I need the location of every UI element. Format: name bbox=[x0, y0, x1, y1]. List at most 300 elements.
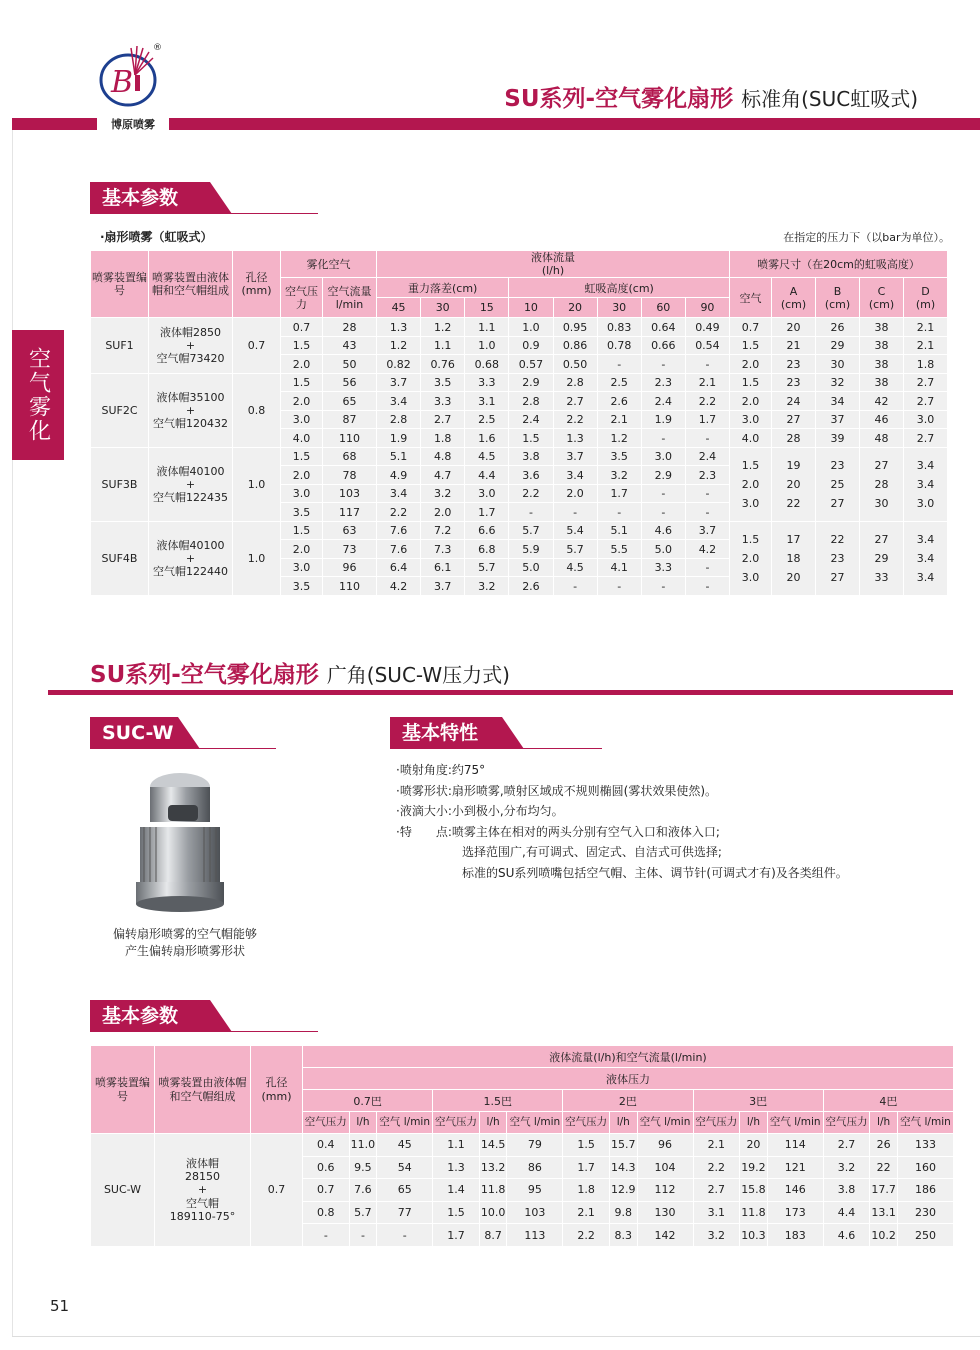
value-cell: 3.4 bbox=[553, 466, 597, 485]
value-cell: 3.4 bbox=[377, 392, 421, 411]
dim-cell: 3.0 bbox=[904, 410, 948, 429]
features-title: 基本特性 bbox=[390, 717, 502, 749]
value-cell: 4.7 bbox=[421, 466, 465, 485]
col-gravity-45: 45 bbox=[377, 298, 421, 318]
dim-value: 27 bbox=[830, 496, 845, 510]
value-cell: 3.1 bbox=[693, 1201, 740, 1224]
value-cell: 1.2 bbox=[377, 336, 421, 355]
value-cell: 3.6 bbox=[509, 466, 553, 485]
sub-header: 空气压力 bbox=[823, 1112, 870, 1134]
col-nozzle: 喷雾装置编号 bbox=[91, 1046, 155, 1134]
value-cell: 250 bbox=[897, 1224, 953, 1247]
value-cell: 2.2 bbox=[685, 392, 729, 411]
value-cell: 133 bbox=[897, 1134, 953, 1157]
value-cell: - bbox=[349, 1224, 377, 1247]
assembly-line: 空气帽73420 bbox=[156, 352, 225, 366]
col-assembly: 喷雾装置由液体帽和空气帽组成 bbox=[155, 1046, 251, 1134]
value-cell: 5.0 bbox=[641, 540, 685, 559]
value-cell: 230 bbox=[897, 1201, 953, 1224]
caption-line: 偏转扇形喷雾的空气帽能够 bbox=[112, 927, 257, 941]
col-gravity: 重力落差(cm) bbox=[377, 278, 509, 298]
value-cell: - bbox=[641, 429, 685, 448]
value-cell: 20 bbox=[740, 1134, 768, 1157]
value-cell: 103 bbox=[507, 1201, 563, 1224]
feature-item: ·喷雾形状:扇形喷雾,喷射区域成不规则椭圆(雾状效果使然)。 bbox=[396, 783, 718, 798]
value-cell: 1.2 bbox=[421, 318, 465, 337]
value-cell: 4.8 bbox=[421, 447, 465, 466]
section1-rule bbox=[90, 213, 318, 214]
value-cell: 3.2 bbox=[597, 466, 641, 485]
value-cell: - bbox=[377, 1224, 433, 1247]
dim-value: 27 bbox=[830, 570, 845, 584]
page-number: 51 bbox=[50, 1297, 70, 1315]
value-cell: 2.3 bbox=[685, 466, 729, 485]
value-cell: 3.2 bbox=[465, 577, 509, 596]
value-cell: 6.8 bbox=[465, 540, 509, 559]
dim-cell: 27 bbox=[772, 410, 816, 429]
value-cell: 1.9 bbox=[377, 429, 421, 448]
value-cell: 2.4 bbox=[685, 447, 729, 466]
value-cell: 0.54 bbox=[685, 336, 729, 355]
col-dim-b bbox=[816, 278, 860, 318]
sub-header: 空气压力 bbox=[563, 1112, 610, 1134]
value-cell: 5.4 bbox=[553, 521, 597, 540]
table-row bbox=[91, 318, 948, 337]
assembly-line: 液体帽2850 bbox=[160, 325, 221, 339]
value-cell: 22 bbox=[870, 1156, 898, 1179]
liquid-flow-label: 液体流量 bbox=[531, 251, 575, 264]
value-cell: 9.8 bbox=[609, 1201, 637, 1224]
nozzle-id: SUC-W bbox=[91, 1134, 155, 1247]
value-cell: - bbox=[553, 577, 597, 596]
col-gravity-30: 30 bbox=[421, 298, 465, 318]
sub-header: 空气 l/min bbox=[507, 1112, 563, 1134]
brand-name: 博原喷雾 bbox=[97, 117, 169, 132]
sub-header: l/h bbox=[870, 1112, 898, 1134]
value-cell: 4.0 bbox=[281, 429, 323, 448]
col-dim-air: 空气 bbox=[730, 278, 772, 318]
title-main: SU系列-空气雾化扇形 bbox=[504, 86, 734, 112]
features-list bbox=[396, 760, 848, 883]
value-cell: 1.1 bbox=[465, 318, 509, 337]
table-row bbox=[91, 1134, 954, 1157]
value-cell: 5.1 bbox=[597, 521, 641, 540]
orifice-cell: 1.0 bbox=[233, 521, 281, 595]
section1-title: 基本参数 bbox=[90, 182, 210, 214]
sub-header: 空气 l/min bbox=[377, 1112, 433, 1134]
pressure-header: 3巴 bbox=[693, 1090, 823, 1112]
value-cell: 2.0 bbox=[281, 540, 323, 559]
dim-cell: 3.0 bbox=[730, 410, 772, 429]
dim-cell: 38 bbox=[860, 318, 904, 337]
value-cell: 10.3 bbox=[740, 1224, 768, 1247]
dim-cell: 2.0 bbox=[730, 392, 772, 411]
page-bottom-rule bbox=[12, 1336, 980, 1337]
dim-a-label: A bbox=[789, 284, 798, 298]
value-cell: 2.7 bbox=[823, 1134, 870, 1157]
feature-item: 选择范围广,有可调式、固定式、自洁式可供选择; bbox=[462, 845, 722, 859]
value-cell: 103 bbox=[323, 484, 377, 503]
dim-value: 20 bbox=[786, 570, 801, 584]
value-cell: 2.3 bbox=[641, 373, 685, 392]
value-cell: 2.4 bbox=[641, 392, 685, 411]
value-cell: 186 bbox=[897, 1179, 953, 1202]
dim-cell: 2.7 bbox=[904, 373, 948, 392]
value-cell: 1.5 bbox=[563, 1134, 610, 1157]
col-siphon-10: 10 bbox=[509, 298, 553, 318]
value-cell: 113 bbox=[507, 1224, 563, 1247]
value-cell: 112 bbox=[637, 1179, 693, 1202]
value-cell: 13.2 bbox=[479, 1156, 507, 1179]
value-cell: 2.7 bbox=[421, 410, 465, 429]
spray-params-table bbox=[90, 250, 948, 596]
value-cell: 7.2 bbox=[421, 521, 465, 540]
value-cell: 2.4 bbox=[509, 410, 553, 429]
value-cell: 3.2 bbox=[823, 1156, 870, 1179]
value-cell: 5.7 bbox=[509, 521, 553, 540]
value-cell: 2.2 bbox=[563, 1224, 610, 1247]
value-cell: 4.4 bbox=[465, 466, 509, 485]
value-cell: - bbox=[597, 577, 641, 596]
value-cell: 96 bbox=[323, 558, 377, 577]
value-cell: 73 bbox=[323, 540, 377, 559]
value-cell: 2.1 bbox=[693, 1134, 740, 1157]
value-cell: 0.95 bbox=[553, 318, 597, 337]
value-cell: 12.9 bbox=[609, 1179, 637, 1202]
value-cell: 183 bbox=[767, 1224, 823, 1247]
value-cell: 28 bbox=[323, 318, 377, 337]
value-cell: 160 bbox=[897, 1156, 953, 1179]
value-cell: 3.7 bbox=[421, 577, 465, 596]
dim-cell: 29 bbox=[816, 336, 860, 355]
value-cell: 3.0 bbox=[281, 484, 323, 503]
value-cell: 0.57 bbox=[509, 355, 553, 374]
value-cell: 5.7 bbox=[349, 1201, 377, 1224]
value-cell: 4.6 bbox=[641, 521, 685, 540]
value-cell: 4.5 bbox=[553, 558, 597, 577]
value-cell: 2.0 bbox=[281, 355, 323, 374]
dim-value: 23 bbox=[830, 551, 845, 565]
value-cell: 4.1 bbox=[597, 558, 641, 577]
value-cell: 4.6 bbox=[823, 1224, 870, 1247]
value-cell: 3.5 bbox=[281, 503, 323, 522]
assembly-line: 液体帽40100 bbox=[156, 538, 225, 552]
pressure-header: 4巴 bbox=[823, 1090, 953, 1112]
orifice-cell: 0.7 bbox=[251, 1134, 303, 1247]
value-cell: 5.1 bbox=[377, 447, 421, 466]
value-cell: - bbox=[685, 484, 729, 503]
svg-text:B: B bbox=[111, 65, 134, 100]
nozzle-product-image bbox=[130, 765, 230, 915]
value-cell: 6.4 bbox=[377, 558, 421, 577]
value-cell: 1.0 bbox=[509, 318, 553, 337]
dim-d-unit: (m) bbox=[915, 297, 936, 311]
value-cell: 3.8 bbox=[509, 447, 553, 466]
value-cell: 5.5 bbox=[597, 540, 641, 559]
value-cell: 11.0 bbox=[349, 1134, 377, 1157]
value-cell: 1.5 bbox=[433, 1201, 480, 1224]
dim-cell: 1.8 bbox=[904, 355, 948, 374]
dim-cell: 1.5 bbox=[730, 373, 772, 392]
spray-params-body bbox=[91, 318, 948, 596]
sub-header: 空气压力 bbox=[433, 1112, 480, 1134]
value-cell: 0.7 bbox=[281, 318, 323, 337]
col-siphon-30: 30 bbox=[597, 298, 641, 318]
value-cell: 2.0 bbox=[281, 466, 323, 485]
dim-cell bbox=[772, 447, 816, 521]
dim-cell bbox=[816, 521, 860, 595]
product-label: SUC-W bbox=[90, 717, 178, 749]
dim-value: 17 bbox=[786, 532, 801, 546]
value-cell: 5.7 bbox=[465, 558, 509, 577]
col-orifice: 孔径(mm) bbox=[251, 1046, 303, 1134]
table-row bbox=[91, 447, 948, 466]
sub-header: 空气 l/min bbox=[897, 1112, 953, 1134]
value-cell: 1.5 bbox=[509, 429, 553, 448]
value-cell: 3.0 bbox=[281, 558, 323, 577]
dim-cell: 37 bbox=[816, 410, 860, 429]
page-title bbox=[504, 80, 918, 113]
value-cell: 3.4 bbox=[377, 484, 421, 503]
value-cell: 2.2 bbox=[509, 484, 553, 503]
value-cell: 68 bbox=[323, 447, 377, 466]
dim-cell: 23 bbox=[772, 373, 816, 392]
value-cell: 3.8 bbox=[823, 1179, 870, 1202]
value-cell: 10.0 bbox=[479, 1201, 507, 1224]
value-cell: 9.5 bbox=[349, 1156, 377, 1179]
value-cell: 3.3 bbox=[465, 373, 509, 392]
value-cell: 0.66 bbox=[641, 336, 685, 355]
sub-header: 空气压力 bbox=[303, 1112, 350, 1134]
value-cell: 2.1 bbox=[597, 410, 641, 429]
value-cell: 0.83 bbox=[597, 318, 641, 337]
value-cell: 2.6 bbox=[509, 577, 553, 596]
dim-cell: 2.1 bbox=[904, 336, 948, 355]
value-cell: 5.0 bbox=[509, 558, 553, 577]
value-cell: 8.7 bbox=[479, 1224, 507, 1247]
value-cell: 4.2 bbox=[377, 577, 421, 596]
value-cell: 78 bbox=[323, 466, 377, 485]
value-cell: 130 bbox=[637, 1201, 693, 1224]
sucw-params-body bbox=[91, 1134, 954, 1247]
value-cell: - bbox=[597, 355, 641, 374]
value-cell: 1.3 bbox=[553, 429, 597, 448]
wide-title-sub: 广角(SUC-W压力式) bbox=[326, 663, 510, 687]
dim-value: 3.0 bbox=[741, 570, 760, 584]
value-cell: 114 bbox=[767, 1134, 823, 1157]
product-label-rule bbox=[90, 748, 276, 749]
dim-value: 3.0 bbox=[916, 496, 935, 510]
dim-cell: 2.0 bbox=[730, 355, 772, 374]
dim-a-unit: (cm) bbox=[780, 297, 807, 311]
assembly-line: 28150 bbox=[185, 1170, 220, 1184]
value-cell: 1.7 bbox=[465, 503, 509, 522]
dim-cell bbox=[816, 447, 860, 521]
value-cell: 56 bbox=[323, 373, 377, 392]
value-cell: 1.5 bbox=[281, 373, 323, 392]
value-cell: 43 bbox=[323, 336, 377, 355]
value-cell: - bbox=[553, 503, 597, 522]
value-cell: 1.1 bbox=[433, 1134, 480, 1157]
feature-item: ·液滴大小:小到极小,分布均匀。 bbox=[396, 804, 564, 818]
assembly-line: + bbox=[185, 403, 196, 417]
orifice-cell: 0.8 bbox=[233, 373, 281, 447]
assembly-cell bbox=[155, 1134, 251, 1247]
value-cell: 2.5 bbox=[597, 373, 641, 392]
value-cell: - bbox=[641, 484, 685, 503]
value-cell: 121 bbox=[767, 1156, 823, 1179]
assembly-cell bbox=[149, 521, 233, 595]
dim-cell: 2.7 bbox=[904, 392, 948, 411]
value-cell: 0.50 bbox=[553, 355, 597, 374]
dim-cell: 23 bbox=[772, 355, 816, 374]
col-dim-a bbox=[772, 278, 816, 318]
nozzle-id: SUF2C bbox=[91, 373, 149, 447]
value-cell: 0.49 bbox=[685, 318, 729, 337]
col-assembly: 喷雾装置由液体帽和空气帽组成 bbox=[149, 251, 233, 318]
value-cell: 3.3 bbox=[421, 392, 465, 411]
liquid-flow-unit: (l/h) bbox=[541, 264, 565, 278]
value-cell: 2.8 bbox=[509, 392, 553, 411]
value-cell: 1.0 bbox=[465, 336, 509, 355]
assembly-cell bbox=[149, 447, 233, 521]
dim-cell: 32 bbox=[816, 373, 860, 392]
value-cell: 2.2 bbox=[693, 1156, 740, 1179]
sub-header: l/h bbox=[479, 1112, 507, 1134]
value-cell: 110 bbox=[323, 577, 377, 596]
dim-value: 3.4 bbox=[916, 570, 935, 584]
value-cell: 45 bbox=[377, 1134, 433, 1157]
assembly-line: 液体帽40100 bbox=[156, 464, 225, 478]
dim-d-label: D bbox=[921, 284, 930, 298]
dim-cell: 48 bbox=[860, 429, 904, 448]
assembly-line: 189110-75° bbox=[169, 1209, 236, 1223]
dim-b-label: B bbox=[833, 284, 842, 298]
value-cell: 3.3 bbox=[641, 558, 685, 577]
assembly-line: 空气帽 bbox=[186, 1196, 219, 1210]
value-cell: 142 bbox=[637, 1224, 693, 1247]
value-cell: 1.8 bbox=[563, 1179, 610, 1202]
dim-cell: 38 bbox=[860, 336, 904, 355]
product-caption bbox=[100, 926, 270, 960]
dim-cell: 20 bbox=[772, 318, 816, 337]
value-cell: 117 bbox=[323, 503, 377, 522]
dim-c-label: C bbox=[877, 284, 886, 298]
col-siphon-20: 20 bbox=[553, 298, 597, 318]
dim-cell bbox=[860, 521, 904, 595]
dim-value: 3.0 bbox=[741, 496, 760, 510]
dim-value: 2.0 bbox=[741, 551, 760, 565]
side-category-tab: 空气雾化 bbox=[12, 330, 64, 460]
dim-cell: 1.5 bbox=[730, 336, 772, 355]
value-cell: 1.3 bbox=[433, 1156, 480, 1179]
assembly-cell bbox=[149, 318, 233, 374]
value-cell: 3.1 bbox=[465, 392, 509, 411]
dim-value: 2.0 bbox=[741, 477, 760, 491]
value-cell: 2.2 bbox=[553, 410, 597, 429]
features-title-rule bbox=[390, 748, 602, 749]
value-cell: 2.0 bbox=[281, 392, 323, 411]
dim-value: 23 bbox=[830, 458, 845, 472]
value-cell: - bbox=[685, 429, 729, 448]
assembly-line: 空气帽120432 bbox=[153, 416, 228, 430]
col-dim-c bbox=[860, 278, 904, 318]
value-cell: 146 bbox=[767, 1179, 823, 1202]
value-cell: 3.0 bbox=[281, 410, 323, 429]
sub-header: 空气压力 bbox=[693, 1112, 740, 1134]
value-cell: 96 bbox=[637, 1134, 693, 1157]
table-row bbox=[91, 521, 948, 540]
value-cell: 0.76 bbox=[421, 355, 465, 374]
col-air-pressure: 空气压力 bbox=[281, 278, 323, 318]
value-cell: - bbox=[685, 558, 729, 577]
value-cell: 26 bbox=[870, 1134, 898, 1157]
dim-cell: 21 bbox=[772, 336, 816, 355]
value-cell: 1.7 bbox=[685, 410, 729, 429]
table-row bbox=[91, 373, 948, 392]
value-cell: 2.9 bbox=[641, 466, 685, 485]
value-cell: 87 bbox=[323, 410, 377, 429]
section2-title: 基本参数 bbox=[90, 1000, 210, 1032]
nozzle-id: SUF3B bbox=[91, 447, 149, 521]
page-left-rule bbox=[12, 130, 13, 1336]
value-cell: 0.68 bbox=[465, 355, 509, 374]
wide-title-rule bbox=[48, 690, 953, 695]
value-cell: 0.6 bbox=[303, 1156, 350, 1179]
value-cell: - bbox=[685, 355, 729, 374]
value-cell: 54 bbox=[377, 1156, 433, 1179]
value-cell: 65 bbox=[377, 1179, 433, 1202]
assembly-line: 空气帽122440 bbox=[153, 564, 228, 578]
value-cell: 0.82 bbox=[377, 355, 421, 374]
value-cell: 2.8 bbox=[377, 410, 421, 429]
value-cell: 8.3 bbox=[609, 1224, 637, 1247]
value-cell: 5.7 bbox=[553, 540, 597, 559]
dim-value: 3.4 bbox=[916, 477, 935, 491]
assembly-line: 液体帽 bbox=[186, 1157, 219, 1171]
dim-cell: 38 bbox=[860, 373, 904, 392]
col-air-flow: 空气流量 l/min bbox=[323, 278, 377, 318]
value-cell: 2.5 bbox=[465, 410, 509, 429]
value-cell: 15.7 bbox=[609, 1134, 637, 1157]
value-cell: 0.8 bbox=[303, 1201, 350, 1224]
dim-value: 18 bbox=[786, 551, 801, 565]
dim-c-unit: (cm) bbox=[868, 297, 895, 311]
pressure-header: 2巴 bbox=[563, 1090, 693, 1112]
value-cell: 2.1 bbox=[563, 1201, 610, 1224]
dim-value: 30 bbox=[874, 496, 889, 510]
value-cell: 3.7 bbox=[377, 373, 421, 392]
value-cell: 1.6 bbox=[465, 429, 509, 448]
col-nozzle: 喷雾装置编号 bbox=[91, 251, 149, 318]
dim-value: 20 bbox=[786, 477, 801, 491]
value-cell: - bbox=[641, 355, 685, 374]
dim-b-unit: (cm) bbox=[824, 297, 851, 311]
assembly-line: + bbox=[185, 477, 196, 491]
dim-cell: 34 bbox=[816, 392, 860, 411]
section1-subtitle: ·扇形喷雾（虹吸式） bbox=[100, 230, 213, 244]
section2-rule bbox=[90, 1031, 318, 1032]
value-cell: 65 bbox=[323, 392, 377, 411]
value-cell: 0.4 bbox=[303, 1134, 350, 1157]
assembly-line: + bbox=[185, 551, 196, 565]
value-cell: 2.1 bbox=[685, 373, 729, 392]
value-cell: 1.5 bbox=[281, 447, 323, 466]
value-cell: 3.5 bbox=[597, 447, 641, 466]
dim-cell: 28 bbox=[772, 429, 816, 448]
value-cell: - bbox=[685, 503, 729, 522]
value-cell: 104 bbox=[637, 1156, 693, 1179]
